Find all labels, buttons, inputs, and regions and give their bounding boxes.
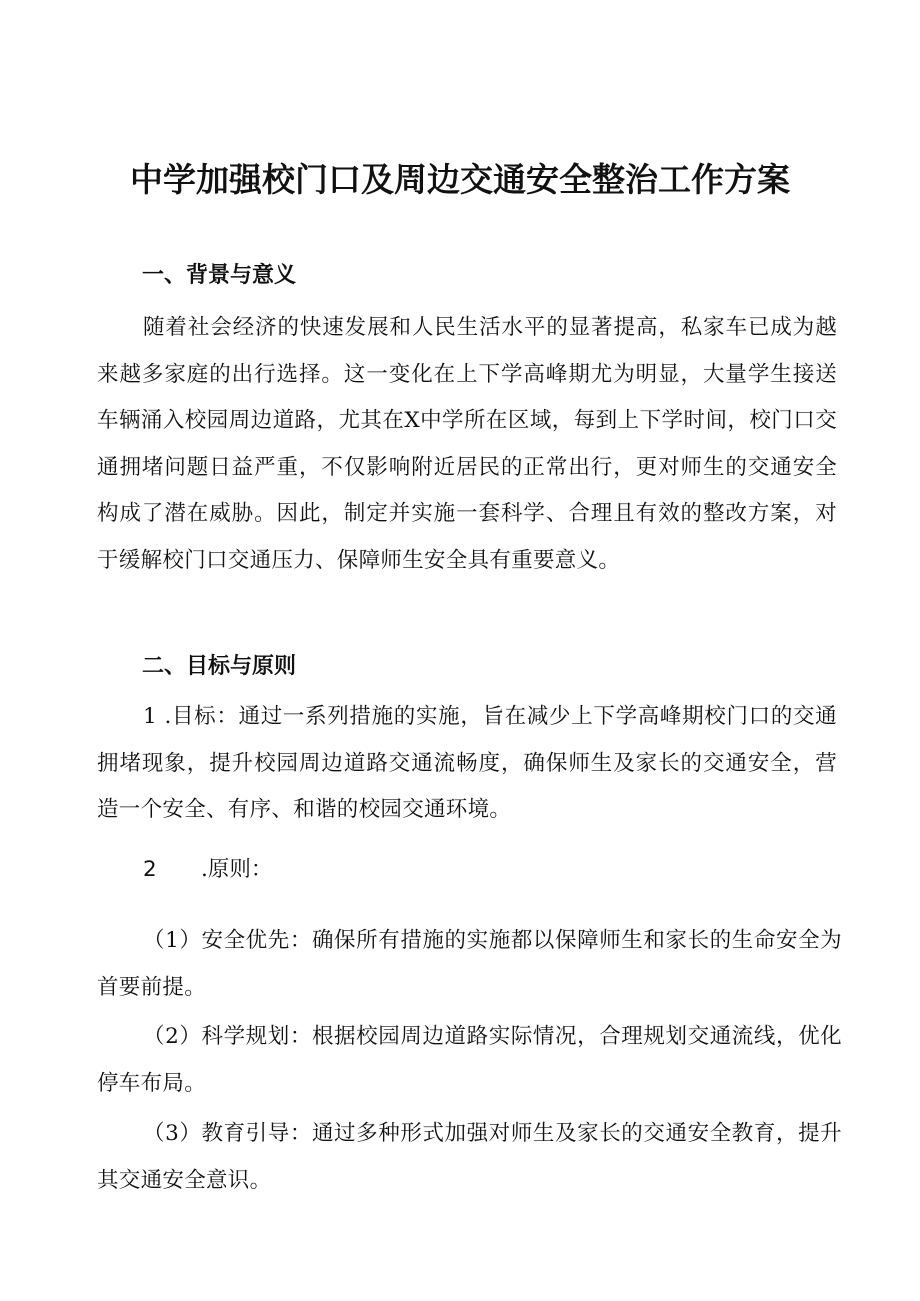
principle-item: （3）教育引导：通过多种形式加强对师生及家长的交通安全教育，提升其交通安全意识。: [97, 1121, 842, 1193]
principles-heading: [143, 855, 272, 885]
goal-paragraph: 1 .目标：通过一系列措施的实施，旨在减少上下学高峰期校门口的交通拥堵现象，提升校园周边道路交通流畅度，确保师生及家长的交通安全，营造一个安全、有序、和谐的校园交通环境。: [97, 704, 837, 822]
document-title: 中学加强校门口及周边交通安全整治工作方案: [130, 160, 790, 199]
principle-item: （1）安全优先：确保所有措施的实施都以保障师生和家长的生命安全为首要前提。: [97, 928, 842, 1000]
principles-label: .原则：: [201, 857, 273, 882]
principles-number: 2: [143, 857, 157, 882]
section-heading-goals: 二、目标与原则: [142, 654, 297, 679]
background-paragraph: 随着社会经济的快速发展和人民生活水平的显著提高，私家车已成为越来越多家庭的出行选择。这一变化在上下学高峰期尤为明显，大量学生接送车辆涌入校园周边道路，尤其在X中学所在区域，每到上下学时间，校门口交通拥堵问题日益严重，不仅影响附近居民的正常出行，更对师生的交通安全构成了潜在威胁。因此，制定并实施一套科学、合理且有效的整改方案，对于缓解校门口交通压力、保障师生安全具有重要意义。: [97, 315, 837, 573]
principle-item: （2）科学规划：根据校园周边道路实际情况，合理规划交通流线，优化停车布局。: [97, 1024, 842, 1096]
section-heading-background: 一、背景与意义: [142, 263, 297, 288]
